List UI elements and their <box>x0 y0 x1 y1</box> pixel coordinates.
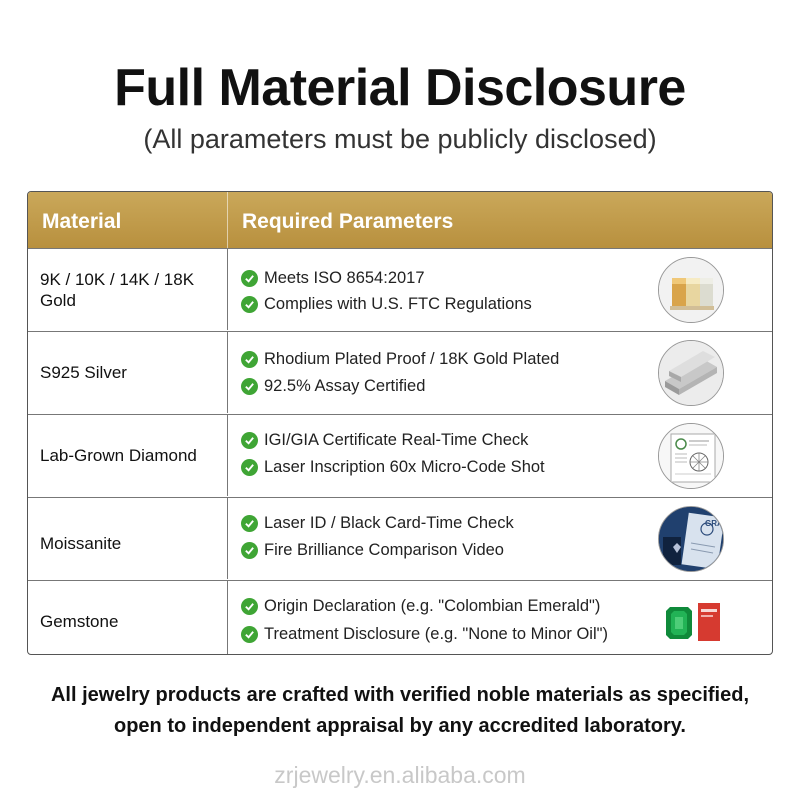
footer-statement <box>0 680 800 742</box>
page-title: Full Material Disclosure <box>114 59 686 117</box>
check-icon <box>241 626 258 643</box>
silver-bars-icon <box>658 340 724 406</box>
parameter-text: 92.5% Assay Certified <box>264 377 426 395</box>
gra-card-icon <box>658 506 724 572</box>
gra-label: GRA <box>705 519 723 528</box>
material-name: 9K / 10K / 14K / 18K Gold <box>28 249 228 330</box>
parameter-text: Meets ISO 8654:2017 <box>264 269 425 287</box>
parameter-text: Origin Declaration (e.g. "Colombian Emerald") <box>264 597 601 615</box>
check-icon <box>241 459 258 476</box>
table-header <box>28 192 772 248</box>
check-icon <box>241 296 258 313</box>
parameter-item <box>241 597 600 616</box>
check-icon <box>241 351 258 368</box>
material-name: Gemstone <box>28 581 228 655</box>
check-icon <box>241 598 258 615</box>
parameter-item <box>241 431 528 450</box>
footer-line-2: open to independent appraisal by any accredited laboratory. <box>114 715 686 737</box>
table-row <box>28 414 772 496</box>
material-name: Moissanite <box>28 498 228 579</box>
check-icon <box>241 378 258 395</box>
material-name: Lab-Grown Diamond <box>28 415 228 496</box>
check-icon <box>241 515 258 532</box>
gold-bars-icon <box>658 257 724 323</box>
watermark: zrjewelry.en.alibaba.com <box>274 762 526 788</box>
table-row <box>28 331 772 413</box>
column-header-material: Material <box>28 192 228 248</box>
parameter-item <box>241 625 608 644</box>
column-header-parameters: Required Parameters <box>242 210 454 233</box>
parameter-item <box>241 458 545 477</box>
parameter-text: Complies with U.S. FTC Regulations <box>264 295 532 313</box>
check-icon <box>241 270 258 287</box>
parameter-item <box>241 514 514 533</box>
parameter-text: Laser ID / Black Card-Time Check <box>264 514 514 532</box>
table-row <box>28 580 772 655</box>
parameter-text: Treatment Disclosure (e.g. "None to Minor Oil") <box>264 625 608 643</box>
emerald-icon <box>658 589 724 655</box>
parameter-text: Rhodium Plated Proof / 18K Gold Plated <box>264 350 560 368</box>
parameter-item <box>241 295 532 314</box>
footer-line-1: All jewelry products are crafted with verified noble materials as specified, <box>50 684 750 706</box>
parameter-text: Fire Brilliance Comparison Video <box>264 541 504 559</box>
table-row <box>28 248 772 330</box>
parameter-text: Laser Inscription 60x Micro-Code Shot <box>264 458 545 476</box>
parameter-item <box>241 541 504 560</box>
check-icon <box>241 432 258 449</box>
check-icon <box>241 542 258 559</box>
table-row <box>28 497 772 579</box>
material-table <box>27 191 773 655</box>
parameter-text: IGI/GIA Certificate Real-Time Check <box>264 431 529 449</box>
diamond-certificate-icon <box>658 423 724 489</box>
page-subtitle: (All parameters must be publicly disclosed) <box>143 124 657 154</box>
parameter-item <box>241 269 425 288</box>
parameter-item <box>241 350 559 369</box>
material-name: S925 Silver <box>28 332 228 413</box>
parameter-item <box>241 377 425 396</box>
